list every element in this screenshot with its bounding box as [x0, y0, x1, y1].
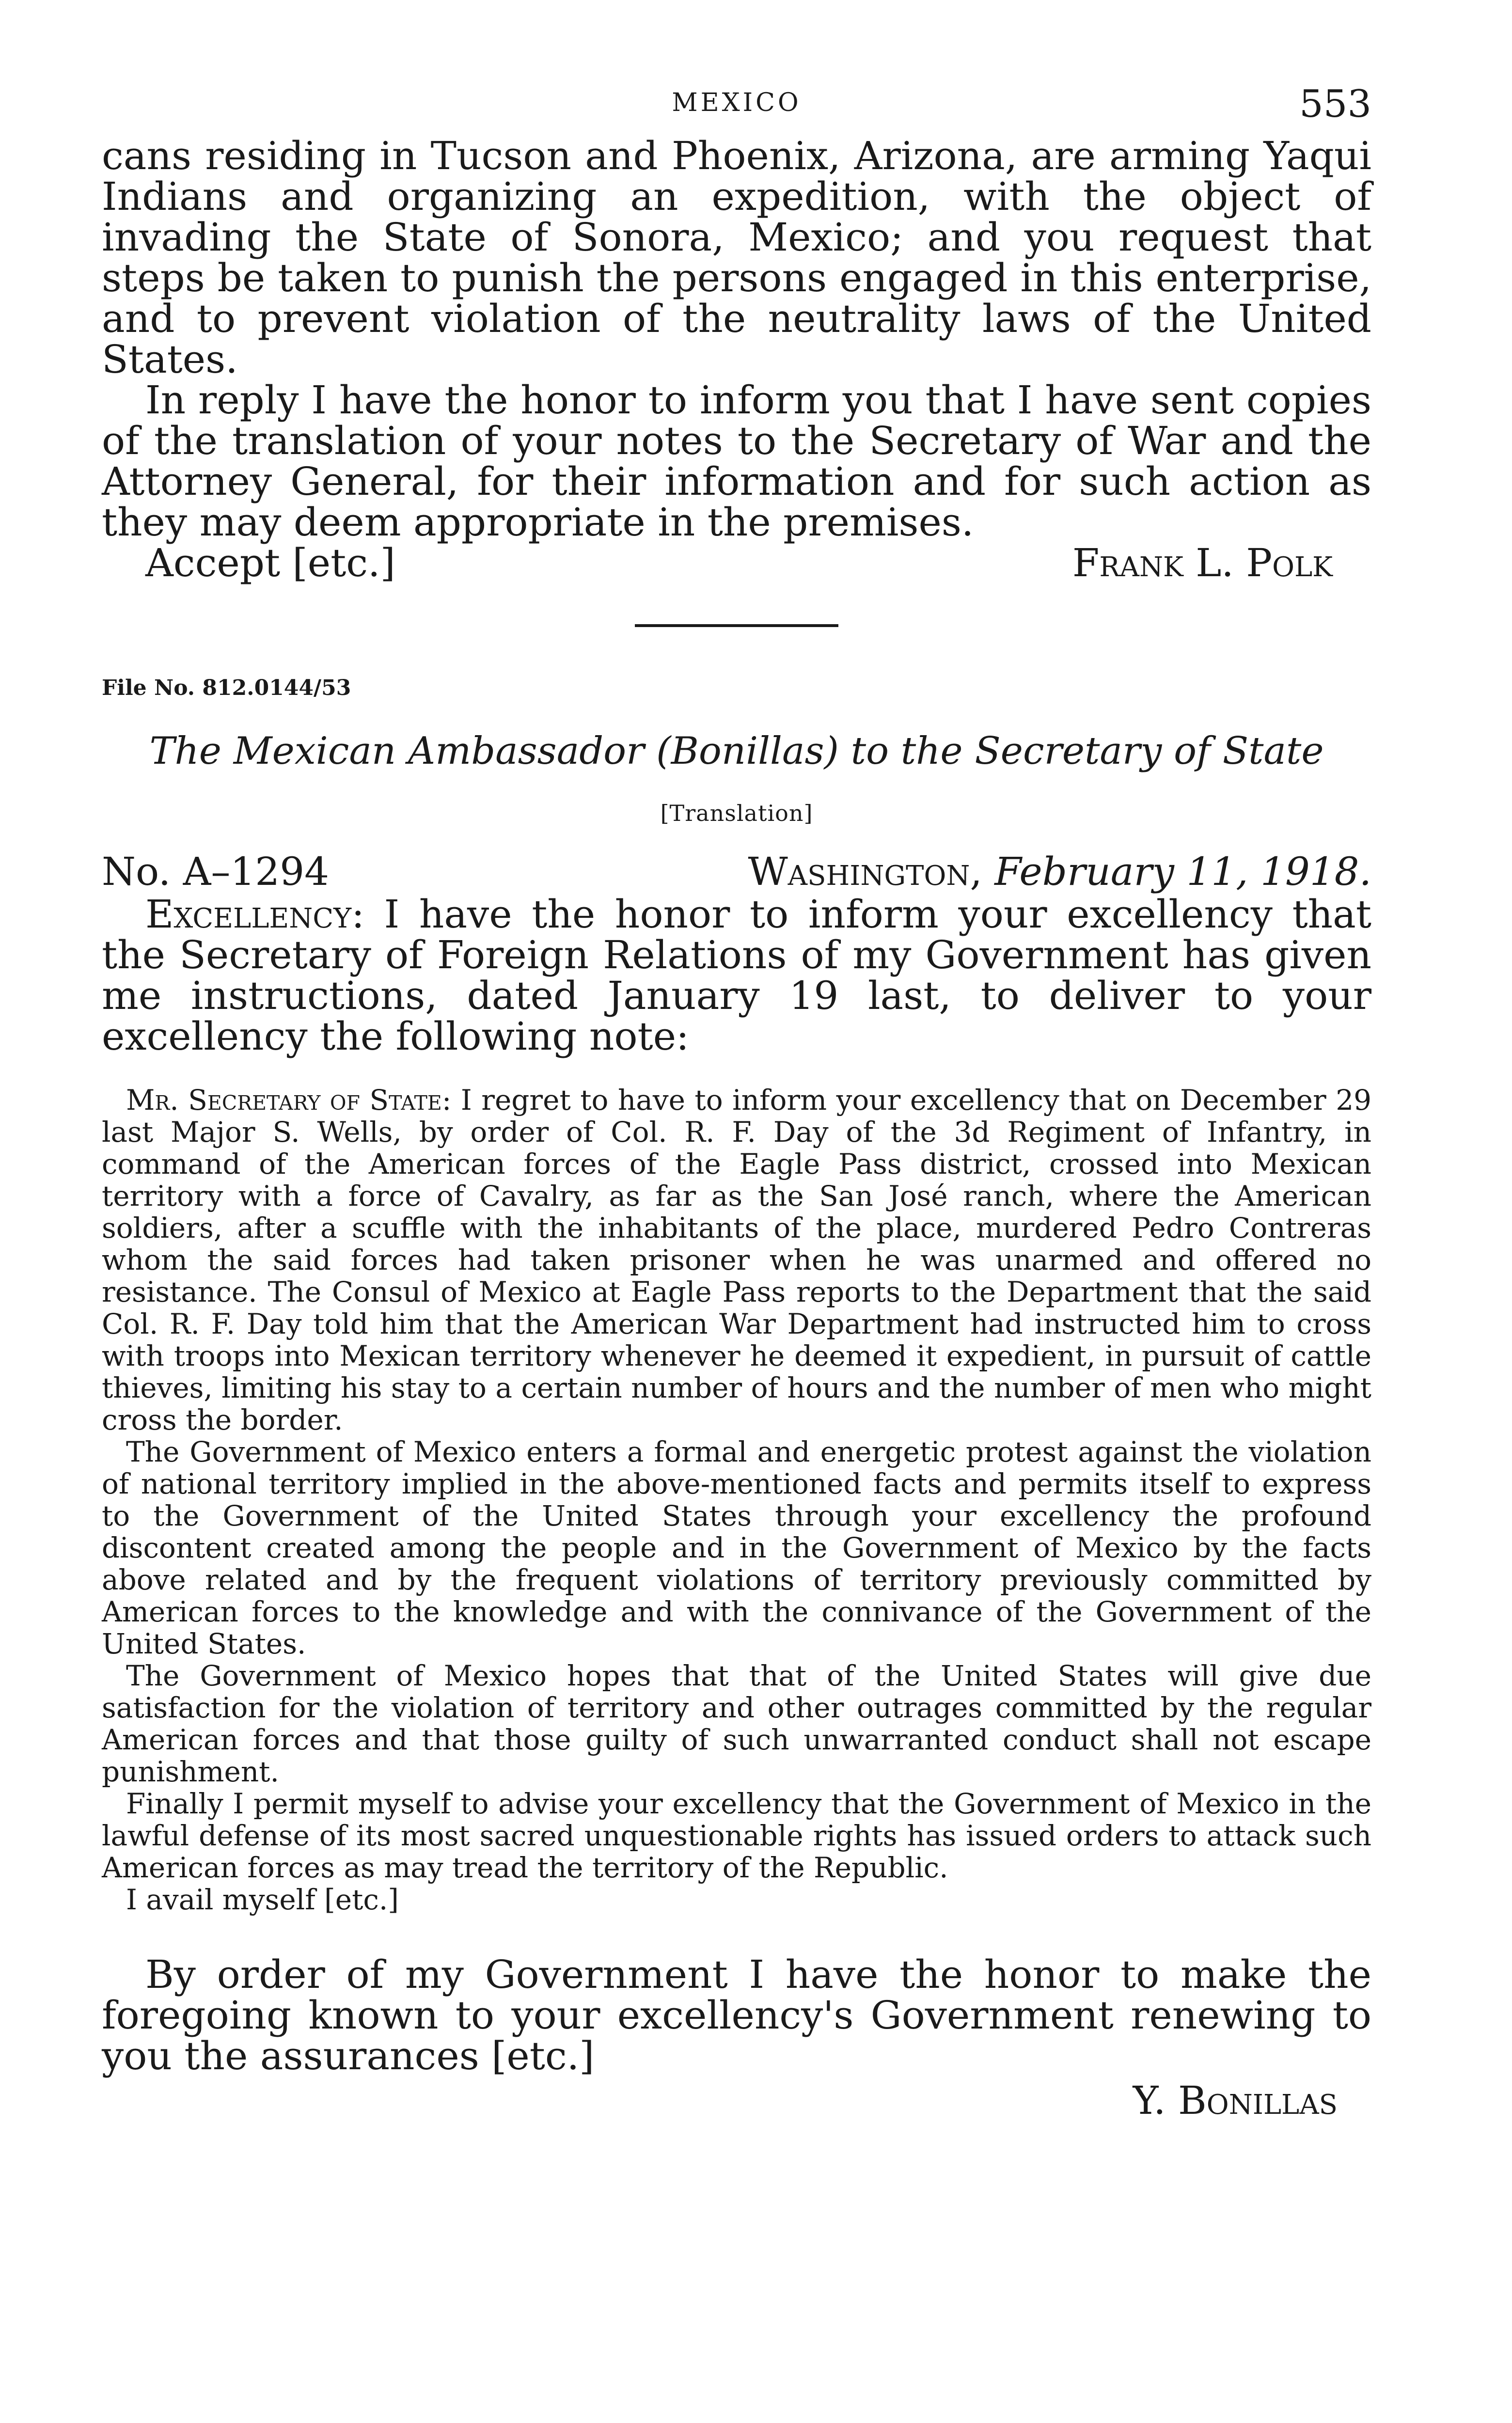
- running-title: MEXICO: [672, 88, 802, 117]
- note-address: Mr. Secretary of State:: [126, 1084, 452, 1117]
- conclusion-paragraph: By order of my Government I have the honor to make the foregoing known to your excellency's Government renewing to you the assurances [etc.]: [102, 1952, 1371, 2078]
- document-title-name: (Bonillas): [656, 729, 839, 773]
- note-closing: I avail myself [etc.]: [126, 1883, 399, 1916]
- file-number: File No. 812.0144/53: [102, 676, 351, 700]
- note-paragraph-1: [102, 1084, 1371, 1436]
- document-title-to: to the Secretary of State: [850, 729, 1324, 773]
- opening-paragraph: [102, 894, 1371, 1057]
- running-header: [102, 82, 1371, 136]
- document-date: February 11, 1918.: [994, 849, 1371, 894]
- ambassador-signature: Y. Bonillas: [1133, 2078, 1338, 2123]
- translation-label: [Translation]: [660, 800, 813, 826]
- intro-paragraph-reply: In reply I have the honor to inform you that I have sent copies of the translation of your notes to the Secretary of War and the Attorney General, for their information and for such action as they may deem appropriate in the premises.: [102, 378, 1371, 545]
- document-number: No. A–1294: [102, 849, 329, 894]
- intro-closing-line: [145, 540, 1371, 585]
- dateline: [102, 851, 1371, 892]
- intro-closing: Accept [etc.]: [145, 540, 395, 585]
- salutation: Excellency:: [145, 892, 365, 937]
- spacer: [102, 1916, 1371, 1954]
- document-title-from: The Mexican Ambassador: [149, 729, 645, 773]
- document-page: [102, 82, 1371, 2125]
- document-title: [102, 729, 1371, 773]
- note-paragraph-4: Finally I permit myself to advise your excellency that the Government of Mexico in the lawful defense of its most sacred unquestionable rights has issued orders to attack such American forces as may tread the territory of the Republic.: [102, 1787, 1371, 1884]
- intro-signature: Frank L. Polk: [1072, 540, 1333, 585]
- intro-paragraph-continued: cans residing in Tucson and Phoenix, Arizona, are arming Yaqui Indians and organizing an expedition, with the object of invading the State of Sonora, Mexico; and you request that steps be taken to punish the persons engaged in this enterprise, and to prevent violation of the neutrality laws of the United States.: [102, 133, 1371, 382]
- note-paragraph-3: The Government of Mexico hopes that that of the United States will give due satisfaction for the violation of territory and other outrages committed by the regular American forces and that those guilty of such unwarranted conduct shall not escape punishment.: [102, 1659, 1371, 1788]
- quoted-note: [102, 1084, 1371, 1916]
- section-divider: [635, 624, 838, 627]
- place-date: [748, 851, 1371, 892]
- document-place: Washington,: [748, 849, 982, 894]
- page-number: 553: [1299, 82, 1371, 126]
- note-paragraph-1-text: I regret to have to inform your excellency that on December 29 last Major S. Wells, by order of Col. R. F. Day of the 3d Regiment of Infantry, in command of the American forces of the Eagle Pass district, crossed into Mexican territory with a force of Cavalry, as far as the San José ranch, where the American soldiers, after a scuffle with the inhabitants of the place, murdered Pedro Contreras whom the said forces had taken prisoner when he was unarmed and offered no resistance. The Consul of Mexico at Eagle Pass reports to the Department that the said Col. R. F. Day told him that the American War Department had instructed him to cross with troops into Mexican territory whenever he deemed it expedient, in pursuit of cattle thieves, limiting his stay to a certain number of hours and the number of men who might cross the border.: [102, 1084, 1372, 1436]
- opening-text: I have the honor to inform your excellency that the Secretary of Foreign Relations of my Government has given me instructions, dated January 19 last, to deliver to your excellency the following note:: [102, 892, 1372, 1059]
- note-paragraph-2: The Government of Mexico enters a formal and energetic protest against the violation of national territory implied in the above-mentioned facts and permits itself to express to the Government of the United States through your excellency the profound discontent created among the people and in the Government of Mexico by the facts above related and by the frequent violations of territory previously committed by American forces to the knowledge and with the connivance of the Government of the United States.: [102, 1435, 1371, 1660]
